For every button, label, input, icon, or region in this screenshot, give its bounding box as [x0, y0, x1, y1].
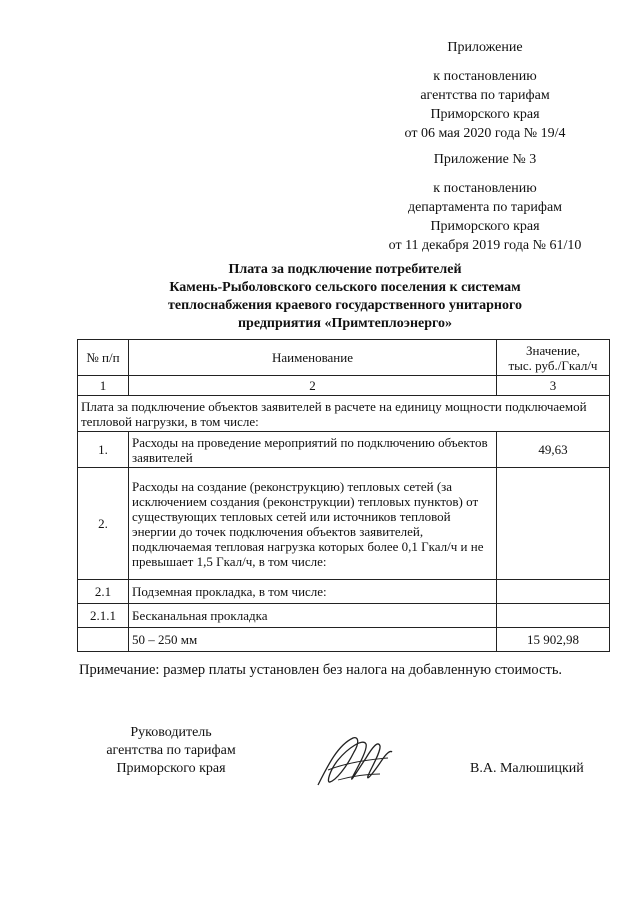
- row-name: 50 – 250 мм: [129, 628, 497, 652]
- appendix-1-line: агентства по тарифам: [420, 88, 550, 103]
- signatory-position: [76, 724, 266, 778]
- appendix-3-line: департамента по тарифам: [407, 200, 563, 215]
- appendix-3-line: к постановлению: [433, 181, 537, 196]
- appendix-3-line: Приморского края: [430, 219, 540, 234]
- table-row: [78, 604, 610, 628]
- title-line: Плата за подключение потребителей: [228, 262, 462, 277]
- tariff-table: [77, 339, 610, 652]
- row-number: [78, 628, 129, 652]
- appendix-1-block: [380, 38, 590, 143]
- col-name-header: Наименование: [129, 340, 497, 376]
- row-value: [497, 580, 610, 604]
- col-value-header-line: тыс. руб./Гкал/ч: [508, 357, 598, 373]
- note-text: Примечание: размер платы установлен без налога на добавленную стоимость.: [79, 662, 563, 678]
- row-value: 49,63: [497, 432, 610, 468]
- appendix-3-title: Приложение № 3: [433, 152, 537, 167]
- signatory-name: В.А. Малюшицкий: [470, 761, 584, 776]
- appendix-1-title: Приложение: [447, 40, 523, 55]
- title-line: Камень-Рыболовского сельского поселения к системам: [169, 280, 521, 295]
- title-line: предприятия «Примтеплоэнерго»: [237, 316, 453, 331]
- row-value: [497, 604, 610, 628]
- document-title: [80, 261, 610, 333]
- table-index-row: [78, 376, 610, 396]
- col-value-header: [497, 340, 610, 376]
- table-header-row: [78, 340, 610, 376]
- table-section-row: [78, 396, 610, 432]
- position-line: Руководитель: [130, 725, 212, 740]
- appendix-3-date: от 11 декабря 2019 года № 61/10: [388, 238, 582, 253]
- index-cell: 3: [497, 376, 610, 396]
- col-number-header: № п/п: [78, 340, 129, 376]
- col-value-header-line: Значение,: [526, 342, 580, 358]
- row-number: 1.: [78, 432, 129, 468]
- table-row: [78, 468, 610, 580]
- position-line: Приморского края: [116, 761, 226, 776]
- appendix-1-line: к постановлению: [433, 69, 537, 84]
- index-cell: 2: [129, 376, 497, 396]
- row-name: Бесканальная прокладка: [129, 604, 497, 628]
- table-row: [78, 628, 610, 652]
- table-row: [78, 432, 610, 468]
- handwritten-signature: [308, 730, 398, 790]
- appendix-3-block: [370, 150, 600, 255]
- row-name: Расходы на создание (реконструкцию) тепловых сетей (за исключением создания (реконструкции) тепловых пунктов) от существующих тепловых сетей или источников тепловой энергии до точек подключения объектов заявителей, подключаемая тепловая нагрузка которых более 0,1 Гкал/ч и не превышает 1,5 Гкал/ч, в том числе:: [129, 468, 497, 580]
- row-value: [497, 468, 610, 580]
- row-name: Подземная прокладка, в том числе:: [129, 580, 497, 604]
- table-row: [78, 580, 610, 604]
- title-line: теплоснабжения краевого государственного унитарного: [168, 298, 522, 313]
- section-cell: Плата за подключение объектов заявителей в расчете на единицу мощности подключаемой тепловой нагрузки, в том числе:: [78, 396, 610, 432]
- row-number: 2.1: [78, 580, 129, 604]
- row-value: 15 902,98: [497, 628, 610, 652]
- row-name: Расходы на проведение мероприятий по подключению объектов заявителей: [129, 432, 497, 468]
- appendix-1-date: от 06 мая 2020 года № 19/4: [404, 126, 566, 141]
- index-cell: 1: [78, 376, 129, 396]
- position-line: агентства по тарифам: [106, 743, 236, 758]
- row-number: 2.: [78, 468, 129, 580]
- appendix-1-line: Приморского края: [430, 107, 540, 122]
- row-number: 2.1.1: [78, 604, 129, 628]
